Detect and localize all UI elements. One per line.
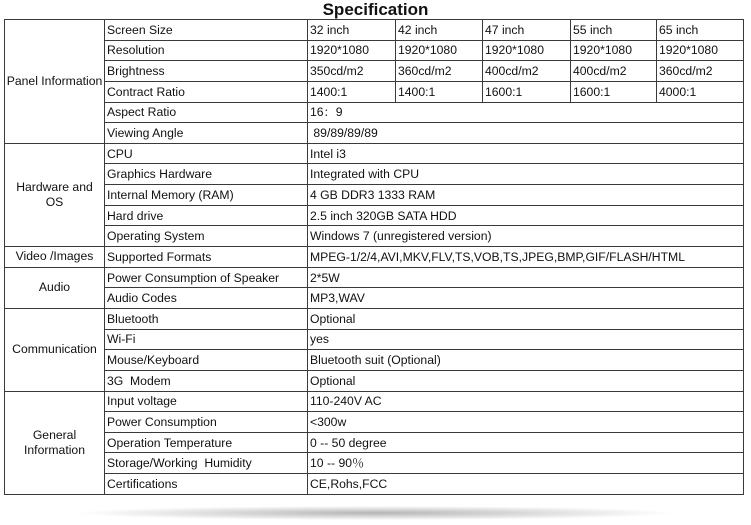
value-cell: 4000:1 (657, 81, 744, 102)
group-video-images: Video /Images (5, 247, 105, 268)
value-cell: Optional (308, 308, 744, 329)
group-label: Hardware and OS (16, 179, 93, 209)
group-hardware-and-os (5, 143, 105, 246)
value-cell: 1920*1080 (396, 40, 483, 61)
drop-shadow-decoration (80, 506, 670, 520)
field-label: Contract Ratio (105, 81, 308, 102)
field-label: CPU (105, 143, 308, 164)
table-row (5, 432, 744, 453)
table-row (5, 391, 744, 412)
field-label: Input voltage (105, 391, 308, 412)
table-row (5, 412, 744, 433)
table-row (5, 474, 744, 495)
field-label: 3G Modem (105, 370, 308, 391)
table-row (5, 329, 744, 350)
specification-table (4, 19, 744, 495)
table-row (5, 20, 744, 41)
value-cell: 1920*1080 (571, 40, 657, 61)
field-label: Screen Size (105, 20, 308, 41)
value-cell: 360cd/m2 (657, 61, 744, 82)
value-cell: 110-240V AC (308, 391, 744, 412)
value-cell: 2*5W (308, 267, 744, 288)
value-cell: 350cd/m2 (308, 61, 396, 82)
table-row (5, 205, 744, 226)
value-cell: 0 -- 50 degree (308, 432, 744, 453)
table-row (5, 453, 744, 474)
value-cell: 10 -- 90％ (308, 453, 744, 474)
value-cell: Bluetooth suit (Optional) (308, 350, 744, 371)
value-cell: 89/89/89/89 (308, 123, 744, 144)
value-cell: 65 inch (657, 20, 744, 41)
table-row (5, 164, 744, 185)
table-row (5, 143, 744, 164)
value-cell: 1920*1080 (657, 40, 744, 61)
field-label: Bluetooth (105, 308, 308, 329)
field-label: Mouse/Keyboard (105, 350, 308, 371)
value-cell: 400cd/m2 (483, 61, 571, 82)
group-communication: Communication (5, 308, 105, 391)
table-row (5, 123, 744, 144)
field-label: Power Consumption (105, 412, 308, 433)
field-label: Storage/Working Humidity (105, 453, 308, 474)
value-cell: 2.5 inch 320GB SATA HDD (308, 205, 744, 226)
field-label: Wi-Fi (105, 329, 308, 350)
field-label: Hard drive (105, 205, 308, 226)
value-cell: 47 inch (483, 20, 571, 41)
value-cell: 1600:1 (483, 81, 571, 102)
value-cell: MP3,WAV (308, 288, 744, 309)
table-row (5, 185, 744, 206)
table-row (5, 226, 744, 247)
page-title: Specification (322, 0, 429, 19)
field-label: Resolution (105, 40, 308, 61)
table-row (5, 40, 744, 61)
value-cell: 42 inch (396, 20, 483, 41)
table-row (5, 61, 744, 82)
field-label: Viewing Angle (105, 123, 308, 144)
table-row (5, 81, 744, 102)
table-row (5, 350, 744, 371)
field-label: Supported Formats (105, 247, 308, 268)
table-row (5, 247, 744, 268)
value-cell: 32 inch (308, 20, 396, 41)
value-cell: 1400:1 (308, 81, 396, 102)
group-audio: Audio (5, 267, 105, 308)
value-cell: Intel i3 (308, 143, 744, 164)
field-label: Graphics Hardware (105, 164, 308, 185)
field-label: Brightness (105, 61, 308, 82)
table-row (5, 370, 744, 391)
value-cell: 4 GB DDR3 1333 RAM (308, 185, 744, 206)
value-cell: 400cd/m2 (571, 61, 657, 82)
field-label: Operation Temperature (105, 432, 308, 453)
value-cell: <300w (308, 412, 744, 433)
field-label: Certifications (105, 474, 308, 495)
group-general-information: General Information (5, 391, 105, 494)
field-label: Operating System (105, 226, 308, 247)
value-cell: yes (308, 329, 744, 350)
table-row (5, 288, 744, 309)
value-cell: Windows 7 (unregistered version) (308, 226, 744, 247)
field-label: Internal Memory (RAM) (105, 185, 308, 206)
value-cell: 16：9 (308, 102, 744, 123)
value-cell: Integrated with CPU (308, 164, 744, 185)
value-cell: 1920*1080 (483, 40, 571, 61)
field-label: Aspect Ratio (105, 102, 308, 123)
value-cell: 360cd/m2 (396, 61, 483, 82)
table-row (5, 102, 744, 123)
value-cell: 1920*1080 (308, 40, 396, 61)
value-cell: 1400:1 (396, 81, 483, 102)
group-panel-information: Panel Information (5, 20, 105, 144)
field-label: Audio Codes (105, 288, 308, 309)
field-label: Power Consumption of Speaker (105, 267, 308, 288)
value-cell: MPEG-1/2/4,AVI,MKV,FLV,TS,VOB,TS,JPEG,BMP,GIF/FLASH/HTML (308, 247, 744, 268)
table-row (5, 267, 744, 288)
value-cell: 55 inch (571, 20, 657, 41)
value-cell: CE,Rohs,FCC (308, 474, 744, 495)
value-cell: 1600:1 (571, 81, 657, 102)
value-cell: Optional (308, 370, 744, 391)
table-row (5, 308, 744, 329)
